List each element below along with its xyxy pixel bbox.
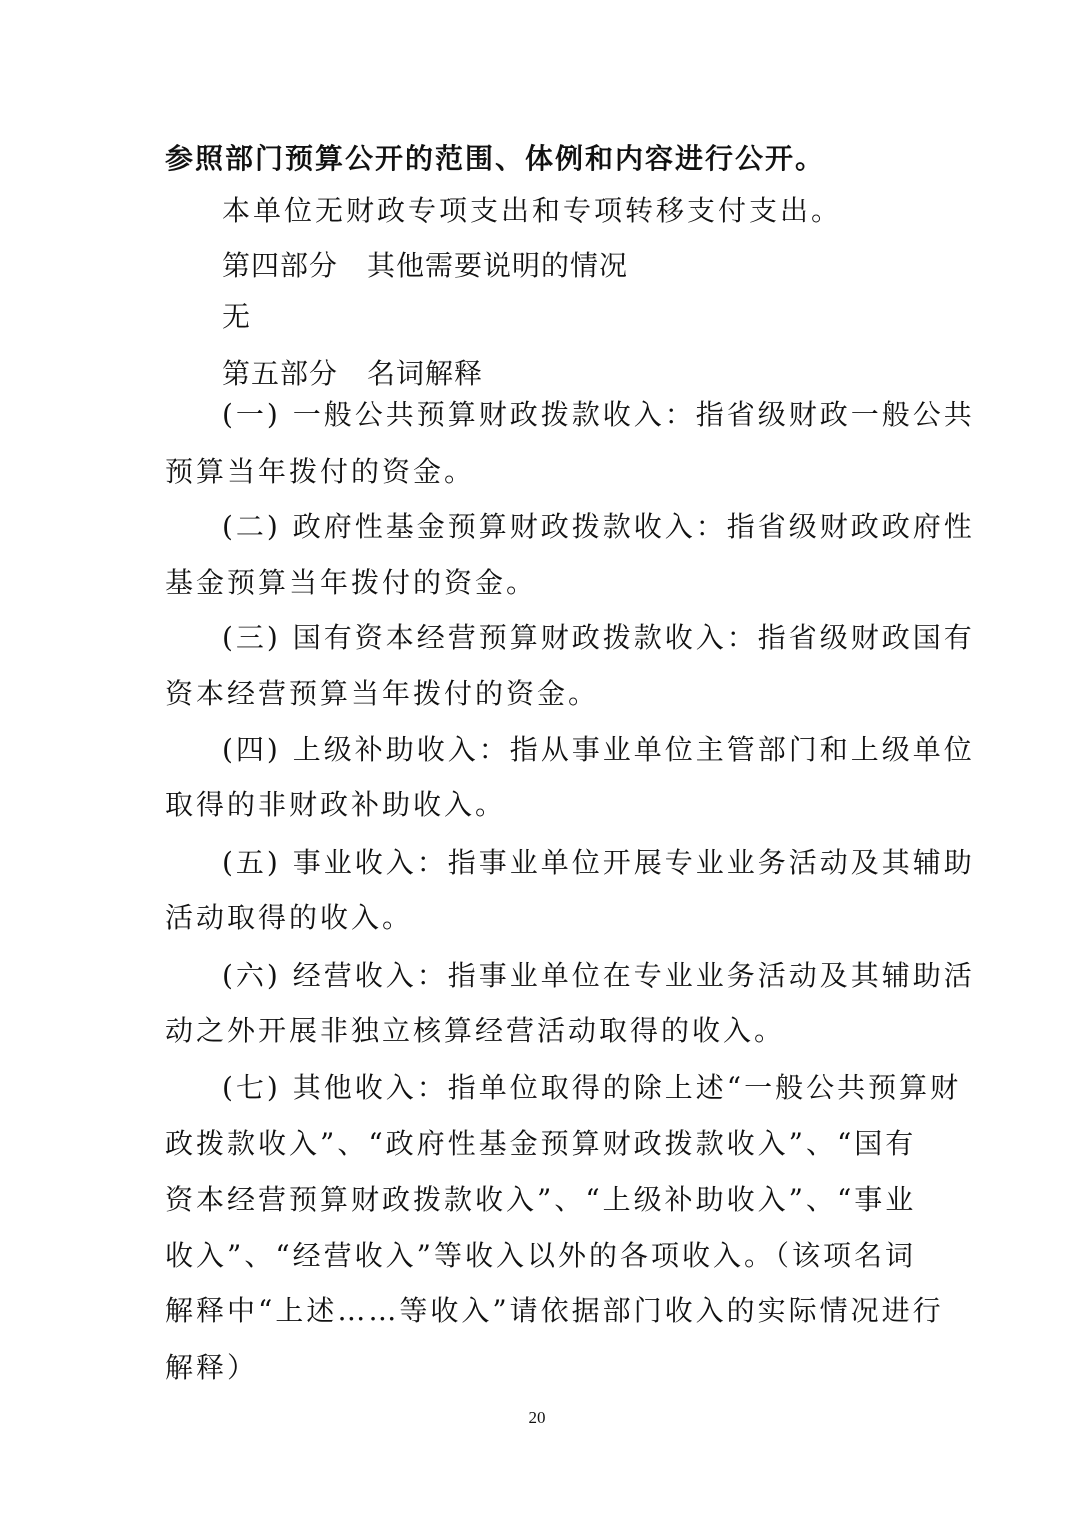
definition-2-line-1: (二) 政府性基金预算财政拨款收入：指省级财政政府性 [222, 510, 975, 543]
section-heading-part-five: 第五部分 名词解释 [222, 357, 484, 390]
paragraph-line-closing-sentence: 参照部门预算公开的范围、体例和内容进行公开。 [165, 142, 826, 175]
definition-3-line-2: 资本经营预算当年拨付的资金。 [165, 677, 600, 710]
definition-4-line-2: 取得的非财政补助收入。 [165, 788, 507, 821]
definition-7-line-6: 解释） [165, 1351, 259, 1384]
paragraph-line-no-special-expenditure: 本单位无财政专项支出和专项转移支付支出。 [222, 194, 843, 227]
paragraph-line-none: 无 [222, 300, 254, 333]
definition-7-line-2: 政拨款收入”、“政府性基金预算财政拨款收入”、“国有 [165, 1127, 917, 1160]
definition-1-line-1: (一) 一般公共预算财政拨款收入：指省级财政一般公共 [222, 398, 975, 431]
page-number: 20 [528, 1408, 546, 1427]
definition-7-line-5: 解释中“上述……等收入”请依据部门收入的实际情况进行 [165, 1294, 944, 1327]
definition-4-line-1: (四) 上级补助收入：指从事业单位主管部门和上级单位 [222, 733, 975, 766]
definition-6-line-1: (六) 经营收入：指事业单位在专业业务活动及其辅助活 [222, 959, 975, 992]
definition-3-line-1: (三) 国有资本经营预算财政拨款收入：指省级财政国有 [222, 621, 975, 654]
definition-2-line-2: 基金预算当年拨付的资金。 [165, 566, 538, 599]
section-heading-part-four: 第四部分 其他需要说明的情况 [222, 249, 629, 282]
definition-5-line-1: (五) 事业收入：指事业单位开展专业业务活动及其辅助 [222, 846, 975, 879]
definition-7-line-3: 资本经营预算财政拨款收入”、“上级补助收入”、“事业 [165, 1183, 917, 1216]
definition-6-line-2: 动之外开展非独立核算经营活动取得的收入。 [165, 1014, 786, 1047]
definition-1-line-2: 预算当年拨付的资金。 [165, 455, 476, 488]
definition-5-line-2: 活动取得的收入。 [165, 901, 414, 934]
definition-7-line-4: 收入”、“经营收入”等收入以外的各项收入。（该项名词 [165, 1239, 916, 1272]
definition-7-line-1: (七) 其他收入：指单位取得的除上述“一般公共预算财 [222, 1071, 962, 1104]
